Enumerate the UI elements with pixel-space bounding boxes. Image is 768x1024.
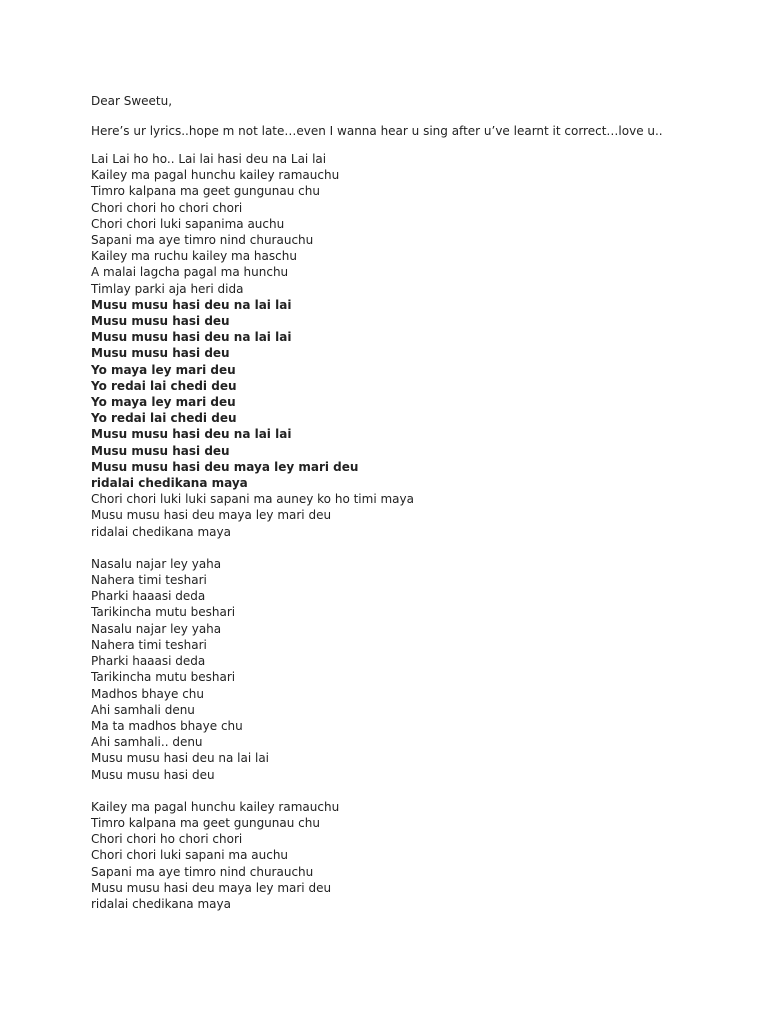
lyric-line: Chori chori ho chori chori xyxy=(91,200,243,215)
lyric-line: Ma ta madhos bhaye chu xyxy=(91,718,243,733)
lyric-line: Chori chori luki sapanima auchu xyxy=(91,216,285,231)
lyric-line: Pharki haaasi deda xyxy=(91,589,206,604)
lyric-line: Kailey ma pagal hunchu kailey ramauchu xyxy=(91,799,340,814)
lyric-line: Musu musu hasi deu maya ley mari deu xyxy=(91,459,359,474)
lyric-line: Kailey ma ruchu kailey ma haschu xyxy=(91,249,297,264)
lyric-line: ridalai chedikana maya xyxy=(91,524,231,539)
letter-intro: Here’s ur lyrics..hope m not late…even I wanna hear u sing after u’ve learnt it correct…love u.. xyxy=(91,124,663,138)
lyric-line: Sapani ma aye timro nind churauchu xyxy=(91,864,314,879)
lyrics-stanza xyxy=(91,799,708,912)
lyric-line: Yo redai lai chedi deu xyxy=(91,411,237,426)
lyric-line: Musu musu hasi deu na lai lai xyxy=(91,427,292,442)
lyric-line: Yo redai lai chedi deu xyxy=(91,378,237,393)
lyric-line: Nasalu najar ley yaha xyxy=(91,556,222,571)
lyric-line: ridalai chedikana maya xyxy=(91,896,231,911)
lyric-line: ridalai chedikana maya xyxy=(91,476,248,491)
lyric-line: Chori chori ho chori chori xyxy=(91,832,243,847)
lyric-line: Chori chori luki sapani ma auchu xyxy=(91,848,289,863)
letter-greeting: Dear Sweetu, xyxy=(91,94,173,108)
lyric-line: Musu musu hasi deu na lai lai xyxy=(91,297,292,312)
lyric-line: Musu musu hasi deu xyxy=(91,767,215,782)
lyric-line: Musu musu hasi deu maya ley mari deu xyxy=(91,508,332,523)
lyric-line: Timro kalpana ma geet gungunau chu xyxy=(91,815,320,830)
lyric-line: Nasalu najar ley yaha xyxy=(91,621,222,636)
lyric-line: Timro kalpana ma geet gungunau chu xyxy=(91,184,320,199)
lyrics-stanza xyxy=(91,151,708,540)
lyric-line: Sapani ma aye timro nind churauchu xyxy=(91,233,314,248)
lyric-line: Madhos bhaye chu xyxy=(91,686,205,701)
lyric-line: Musu musu hasi deu xyxy=(91,314,230,329)
lyrics-body xyxy=(91,151,708,912)
lyric-line: A malai lagcha pagal ma hunchu xyxy=(91,265,289,280)
lyric-line: Ahi samhali denu xyxy=(91,702,195,717)
lyric-line: Kailey ma pagal hunchu kailey ramauchu xyxy=(91,168,340,183)
lyric-line: Ahi samhali.. denu xyxy=(91,735,203,750)
lyric-line: Tarikincha mutu beshari xyxy=(91,670,236,685)
lyric-line: Musu musu hasi deu na lai lai xyxy=(91,751,270,766)
lyric-line: Nahera timi teshari xyxy=(91,637,207,652)
lyric-line: Musu musu hasi deu xyxy=(91,346,230,361)
lyric-line: Musu musu hasi deu na lai lai xyxy=(91,330,292,345)
lyric-line: Yo maya ley mari deu xyxy=(91,362,236,377)
lyric-line: Tarikincha mutu beshari xyxy=(91,605,236,620)
lyric-line: Chori chori luki luki sapani ma auney ko ho timi maya xyxy=(91,492,414,507)
lyric-line: Timlay parki aja heri dida xyxy=(91,281,244,296)
lyric-line: Yo maya ley mari deu xyxy=(91,395,236,410)
lyric-line: Pharki haaasi deda xyxy=(91,654,206,669)
lyric-line: Musu musu hasi deu maya ley mari deu xyxy=(91,880,332,895)
lyric-line: Nahera timi teshari xyxy=(91,573,207,588)
lyric-line: Lai Lai ho ho.. Lai lai hasi deu na Lai lai xyxy=(91,152,327,166)
lyrics-stanza xyxy=(91,556,708,783)
lyric-line: Musu musu hasi deu xyxy=(91,443,230,458)
